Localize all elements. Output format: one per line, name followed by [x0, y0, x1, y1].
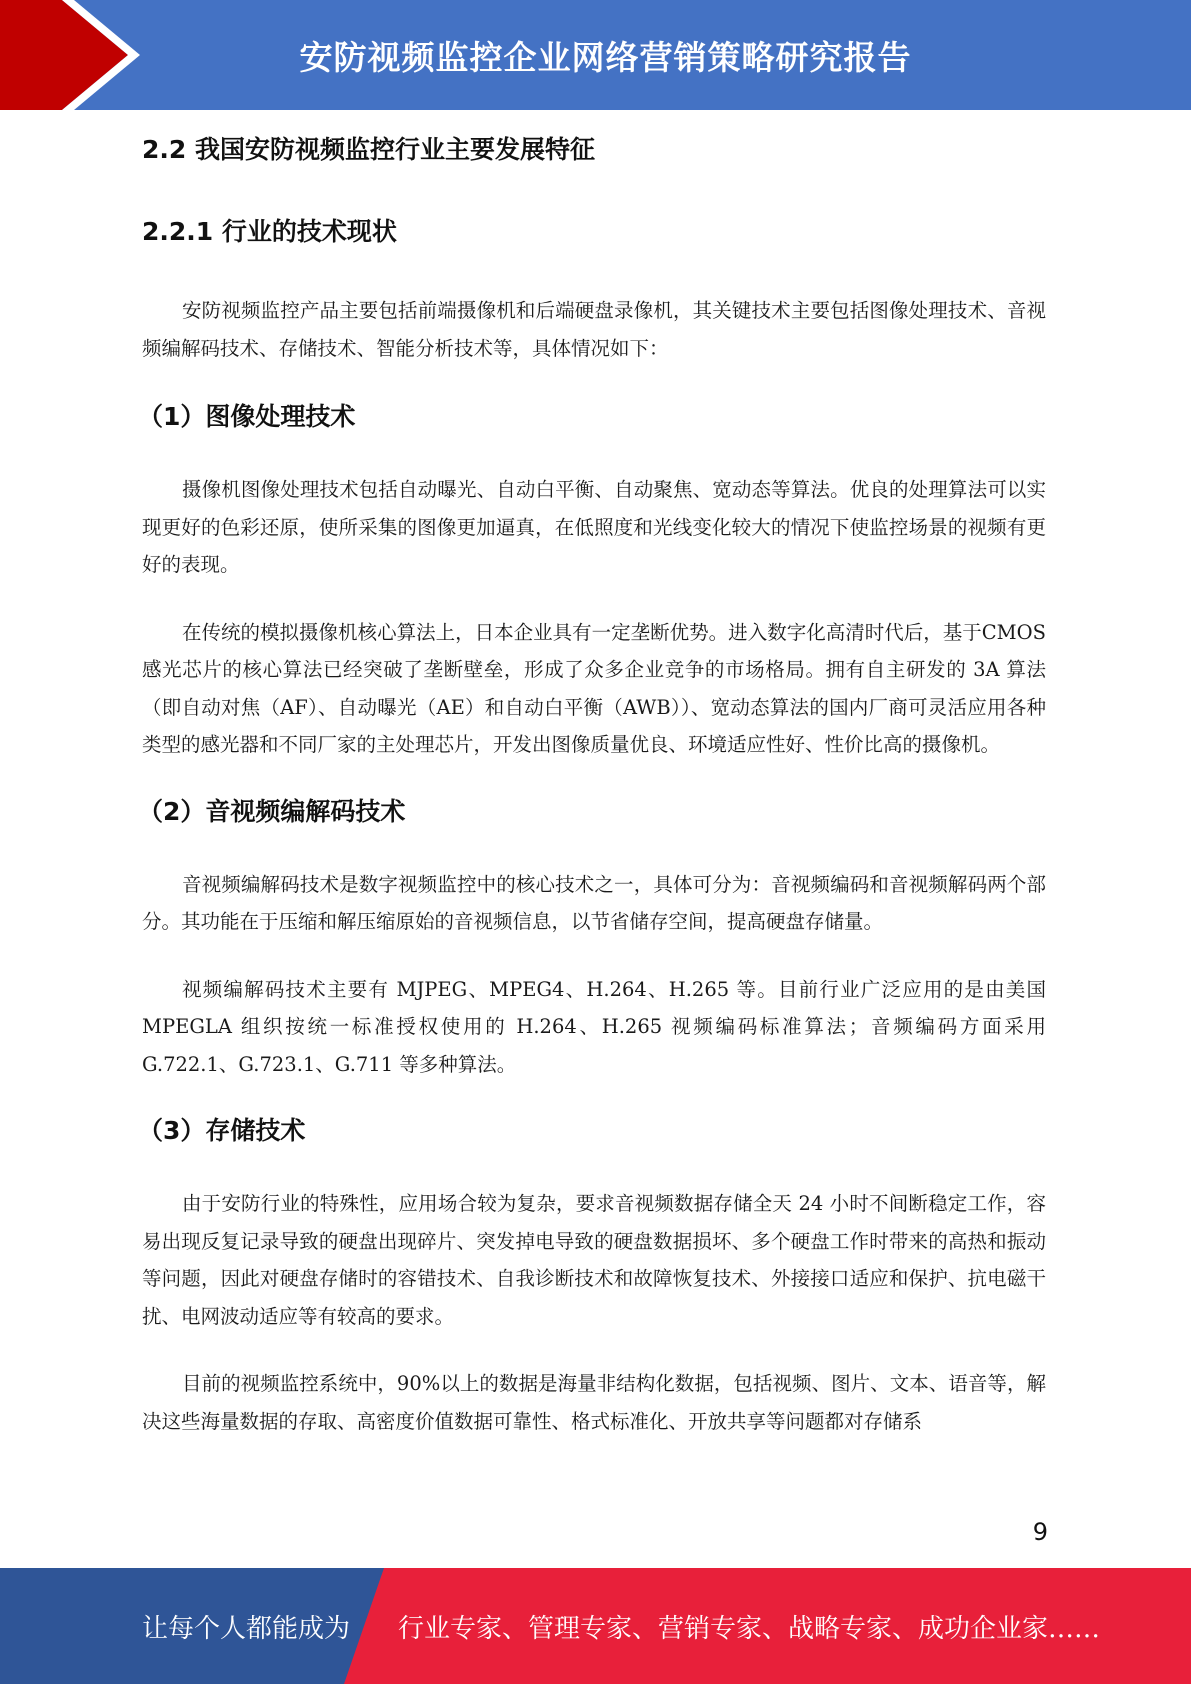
item-heading-storage: （3）存储技术: [138, 1116, 306, 1145]
footer-slogan-right: 行业专家、管理专家、营销专家、战略专家、成功企业家……: [398, 1613, 1101, 1644]
paragraph: 视频编解码技术主要有 MJPEG、MPEG4、H.264、H.265 等。目前行业广泛应用的是由美国 MPEGLA 组织按统一标准授权使用的 H.264、H.265 视频编码标准算法；音频编码方面采用 G.722.1、G.723.1、G.711 等多种算法。: [142, 977, 1046, 1076]
page-number: 9: [1032, 1518, 1048, 1546]
paragraph: 目前的视频监控系统中，90%以上的数据是海量非结构化数据，包括视频、图片、文本、语音等，解决这些海量数据的存取、高密度价值数据可靠性、格式标准化、开放共享等问题都对存储系: [142, 1372, 1046, 1433]
report-title: 安防视频监控企业网络营销策略研究报告: [299, 37, 912, 77]
item-heading-codec: （2）音视频编解码技术: [138, 796, 406, 826]
document-body: [138, 132, 1046, 1440]
paragraph: 音视频编解码技术是数字视频监控中的核心技术之一，具体可分为：音视频编码和音视频解码两个部分。其功能在于压缩和解压缩原始的音视频信息，以节省储存空间，提高硬盘存储量。: [142, 872, 1046, 933]
footer-slogan-left: 让每个人都能成为: [142, 1613, 351, 1644]
paragraph: 摄像机图像处理技术包括自动曝光、自动白平衡、自动聚焦、宽动态等算法。优良的处理算法可以实现更好的色彩还原，使所采集的图像更加逼真，在低照度和光线变化较大的情况下使监控场景的视频有更好的表现。: [142, 478, 1046, 576]
paragraph: 由于安防行业的特殊性，应用场合较为复杂，要求音视频数据存储全天 24 小时不间断稳定工作，容易出现反复记录导致的硬盘出现碎片、突发掉电导致的硬盘数据损坏、多个硬盘工作时带来的高热和振动等问题，因此对硬盘存储时的容错技术、自我诊断技术和故障恢复技术、外接接口适应和保护、抗电磁干扰、电网波动适应等有较高的要求。: [142, 1192, 1046, 1328]
item-heading-image-processing: （1）图像处理技术: [138, 402, 356, 431]
header-banner: [0, 0, 1191, 110]
intro-paragraph: 安防视频监控产品主要包括前端摄像机和后端硬盘录像机，其关键技术主要包括图像处理技术、音视频编解码技术、存储技术、智能分析技术等，具体情况如下：: [142, 299, 1046, 360]
subsection-heading: 2.2.1 行业的技术现状: [142, 217, 397, 246]
paragraph: 在传统的模拟摄像机核心算法上，日本企业具有一定垄断优势。进入数字化高清时代后，基于CMOS 感光芯片的核心算法已经突破了垄断壁垒，形成了众多企业竞争的市场格局。拥有自主研发的 3A 算法（即自动对焦（AF）、自动曝光（AE）和自动白平衡（AWB））、宽动态算法的国内厂商可灵活应用各种类型的感光器和不同厂家的主处理芯片，开发出图像质量优良、环境适应性好、性价比高的摄像机。: [142, 620, 1046, 756]
footer-banner: [0, 1568, 1191, 1684]
section-heading: 2.2 我国安防视频监控行业主要发展特征: [142, 135, 595, 164]
